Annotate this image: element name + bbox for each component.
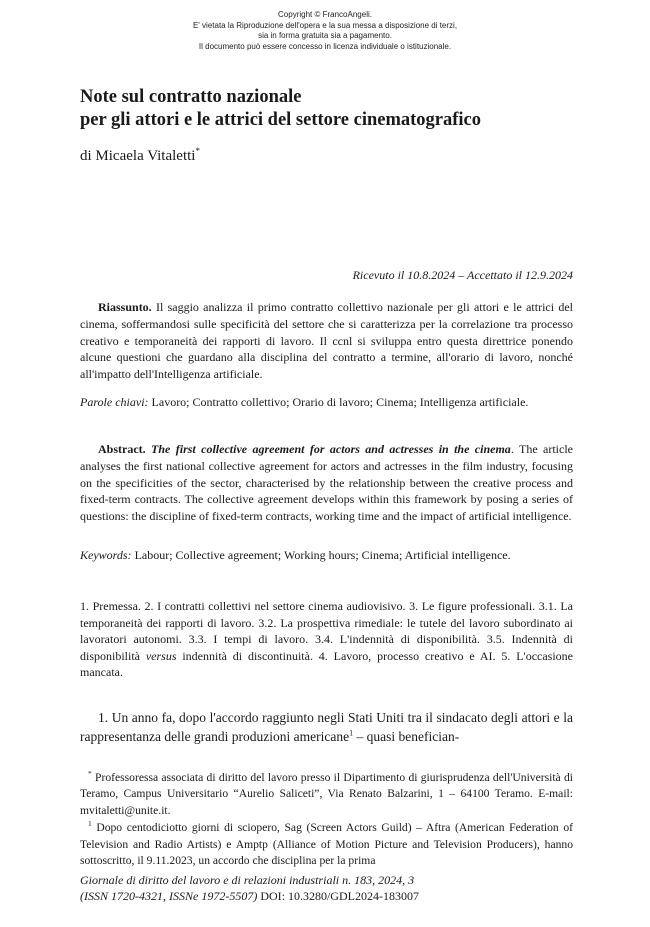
article-title (80, 86, 580, 132)
footnote-ref-1[interactable]: 1 (349, 728, 354, 738)
keywords-label: Keywords: (80, 548, 132, 562)
title-line: per gli attori e le attrici del settore cinematografico (80, 110, 482, 130)
toc-text-part2: indennità di discontinuità. 4. Lavoro, processo creativo e AI. 5. L'occasione mancata. (80, 648, 573, 680)
author-name: di Micaela Vitaletti (80, 148, 196, 164)
abstract-title: The first collective agreement for actors and actresses in the cinema (151, 442, 511, 456)
footnote-1 (80, 820, 573, 869)
journal-issn: (ISSN 1720-4321, ISSNe 1972-5507) (80, 888, 258, 903)
riassunto-paragraph (80, 299, 573, 383)
journal-name: Giornale di diritto del lavoro e di relazioni industriali n. 183, 2024, 3 (80, 873, 415, 887)
abstract-paragraph (80, 441, 573, 525)
abstract-title-end: . (510, 442, 514, 456)
title-line: Note sul contratto nazionale (80, 87, 302, 107)
abstract-text: The article analyses the first national collective agreement for actors and actresses in the film industry, focusing on the specificities of the sector, characterised by the relationship between the creative process and fixed-term contracts. The collective agreement develops within this framework by posing a series of questions: the discipline of fixed-term contracts, working time and the impact of artificial intelligence. (80, 442, 573, 524)
author-footnote-mark[interactable]: * (195, 146, 200, 156)
footnote-mark: 1 (88, 819, 92, 829)
footnote-author (80, 770, 573, 819)
abstract-label: Abstract. (98, 442, 146, 456)
footnotes (80, 770, 573, 870)
author-byline (80, 147, 200, 165)
toc-versus: versus (145, 648, 177, 663)
copyright-line: Il documento può essere concesso in licenza individuale o istituzionale. (198, 41, 452, 51)
copyright-line: Copyright © FrancoAngeli. (278, 10, 372, 19)
riassunto-text: Il saggio analizza il primo contratto collettivo nazionale per gli attori e le attrici del cinema, soffermandosi sulle specificità del settore che si caratterizza per la correlazione tra processo creativo e temporaneità dei rapporti di lavoro. Il ccnl si sviluppa entro questa direttrice ponendo alcune questioni che guardano alla disciplina del contratto a termine, all'orario di lavoro, nonché all'impatto dell'Intelligenza artificiale. (80, 300, 574, 382)
keywords-text: Labour; Collective agreement; Working hours; Cinema; Artificial intelligence. (134, 548, 511, 562)
parole-chiavi-paragraph (80, 394, 573, 411)
parole-chiavi-text: Lavoro; Contratto collettivo; Orario di lavoro; Cinema; Intelligenza artificiale. (151, 395, 529, 409)
copyright-notice (0, 10, 650, 52)
footnote-text: Dopo centodiciotto giorni di sciopero, Sag (Screen Actors Guild) – Aftra (American Federation of Television and Radio Artists) e Amptp (Alliance of Motion Picture and Television Producers), hanno sottoscritto, il 9.11.2023, un accordo che disciplina per la prima (80, 821, 573, 868)
journal-doi[interactable]: DOI: 10.3280/GDL2024-183007 (260, 888, 419, 903)
toc-text-part1: 1. Premessa. 2. I contratti collettivi nel settore cinema audiovisivo. 3. Le figure professionali. 3.1. La temporaneità dei rapporti di lavoro. 3.2. La prospettiva rimediale: le tutele del lavoro subordinato ai lavoratori autonomi. 3.3. I tempi di lavoro. 3.4. L'indennità di disponibilità. 3.5. Indennità di disponibilità (80, 599, 573, 663)
riassunto-label: Riassunto. (98, 300, 152, 314)
copyright-line: E' vietata la Riproduzione dell'opera e la sua messa a disposizione di terzi, (192, 20, 458, 30)
table-of-contents (80, 598, 573, 681)
parole-chiavi-label: Parole chiavi: (80, 395, 149, 409)
received-accepted-dates: Ricevuto il 10.8.2024 – Accettato il 12.9.2024 (352, 268, 573, 282)
body-paragraph (80, 708, 573, 746)
footnote-text: Professoressa associata di diritto del lavoro presso il Dipartimento di giurisprudenza dell'Università di Teramo, Campus Universitario “Aurelio Saliceti”, Via Renato Balzarini, 1 – 64100 Teramo. E-mail: mvitaletti@unite.it. (80, 771, 573, 817)
body-text-part1: 1. Un anno fa, dopo l'accordo raggiunto negli Stati Uniti tra il sindacato degli attori e la rappresentanza delle grandi produzioni americane (80, 710, 573, 744)
journal-citation (80, 873, 573, 904)
copyright-line: sia in forma gratuita sia a pagamento. (258, 31, 392, 40)
keywords-paragraph (80, 547, 573, 564)
footnote-mark: * (88, 769, 92, 779)
body-text-part2: – quasi benefician- (353, 729, 460, 744)
